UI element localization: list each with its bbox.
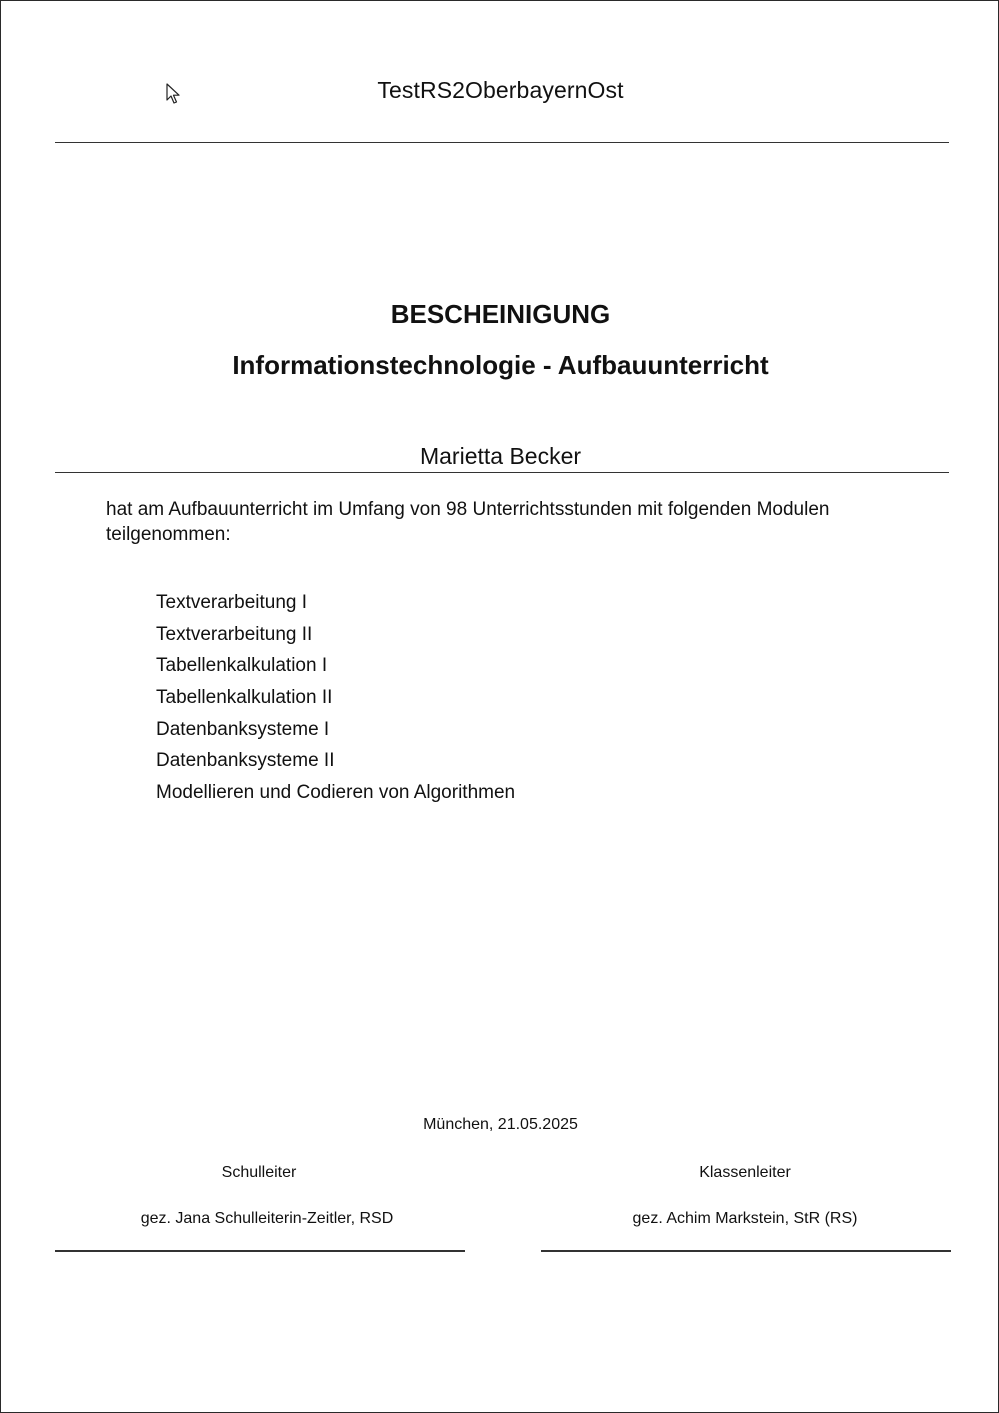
student-name: Marietta Becker <box>419 443 582 469</box>
header-divider <box>55 142 949 143</box>
certificate-title: BESCHEINIGUNG <box>390 299 611 329</box>
certificate-subtitle: Informationstechnologie - Aufbauunterricht <box>232 350 769 380</box>
module-item: Textverarbeitung II <box>156 623 313 645</box>
class-teacher-signature-name: gez. Achim Markstein, StR (RS) <box>632 1210 858 1227</box>
class-teacher-signature-line <box>541 1250 951 1252</box>
principal-signature-line <box>55 1250 465 1252</box>
module-item: Tabellenkalkulation I <box>156 655 328 677</box>
place-date: München, 21.05.2025 <box>423 1116 578 1133</box>
module-item: Textverarbeitung I <box>156 592 308 613</box>
principal-signature-name: gez. Jana Schulleiterin-Zeitler, RSD <box>140 1210 394 1227</box>
class-teacher-role-label: Klassenleiter <box>699 1164 791 1181</box>
module-item: Tabellenkalkulation II <box>156 687 333 709</box>
principal-role-label: Schulleiter <box>221 1164 297 1181</box>
module-item: Datenbanksysteme I <box>156 718 330 740</box>
module-item: Modellieren und Codieren von Algorithmen <box>156 782 516 804</box>
modules-list <box>156 589 515 811</box>
module-item: Datenbanksysteme II <box>156 750 335 772</box>
school-name: TestRS2OberbayernOst <box>377 77 624 103</box>
intro-paragraph: hat am Aufbauunterricht im Umfang von 98 Unterrichtsstunden mit folgenden Modulen teilgenommen: <box>106 499 830 545</box>
name-underline <box>55 472 949 473</box>
